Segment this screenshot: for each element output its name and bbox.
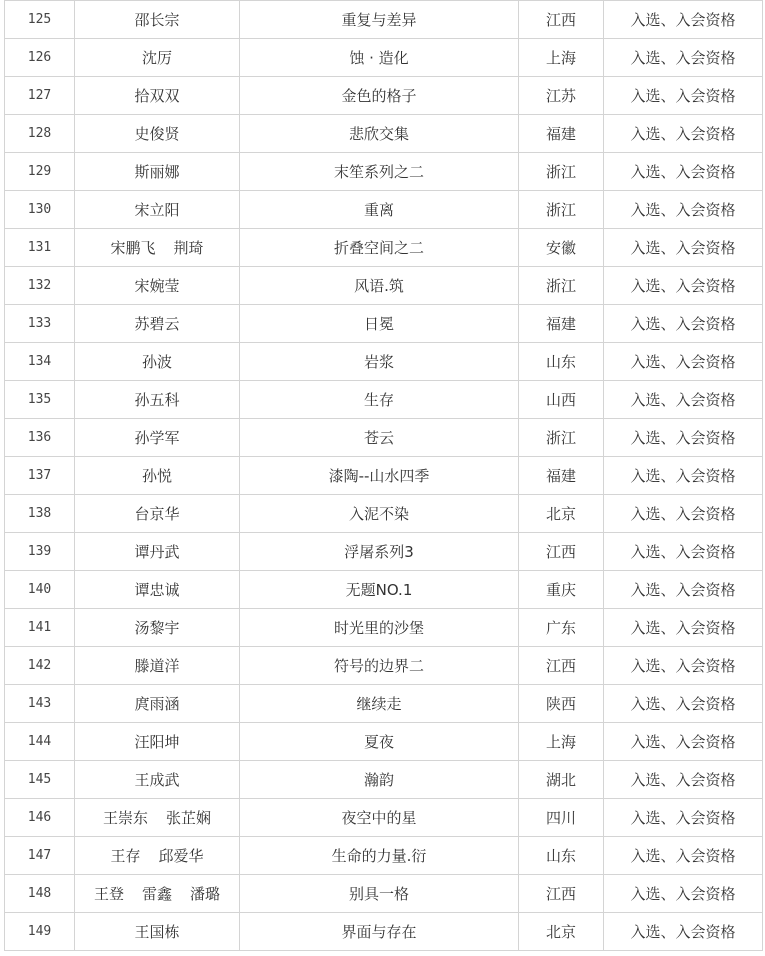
province-cell: 江西 <box>519 875 604 913</box>
table-row <box>5 77 763 115</box>
artist-name: 斯丽娜 <box>134 163 180 181</box>
province-cell: 陕西 <box>519 685 604 723</box>
entry-number-cell: 139 <box>5 533 75 571</box>
artist-name: 邱爱华 <box>158 847 204 865</box>
entry-number-cell: 130 <box>5 191 75 229</box>
artist-names-cell <box>75 457 240 495</box>
table-row <box>5 457 763 495</box>
artist-name: 邵长宗 <box>134 11 180 29</box>
artist-name: 王国栋 <box>134 923 180 941</box>
province-cell: 上海 <box>519 39 604 77</box>
artist-names-cell <box>75 381 240 419</box>
artist-name: 史俊贤 <box>134 125 180 143</box>
result-cell: 入选、入会资格 <box>604 723 763 761</box>
table-row <box>5 39 763 77</box>
artist-name: 沈厉 <box>141 49 172 67</box>
result-cell: 入选、入会资格 <box>604 153 763 191</box>
province-cell: 浙江 <box>519 419 604 457</box>
entry-number-cell: 133 <box>5 305 75 343</box>
artist-name: 孙悦 <box>141 467 172 485</box>
result-cell: 入选、入会资格 <box>604 457 763 495</box>
entry-number-cell: 134 <box>5 343 75 381</box>
artist-name: 滕道洋 <box>134 657 180 675</box>
artist-names-cell <box>75 495 240 533</box>
artist-names-cell <box>75 723 240 761</box>
entry-number-cell: 132 <box>5 267 75 305</box>
artist-name: 谭丹武 <box>134 543 180 561</box>
artist-name: 孙学军 <box>134 429 180 447</box>
results-table <box>4 0 763 951</box>
province-cell: 北京 <box>519 495 604 533</box>
artwork-title-cell: 生命的力量.衍 <box>240 837 519 875</box>
artist-name: 雷鑫 <box>141 885 172 903</box>
artwork-title-cell: 漆陶--山水四季 <box>240 457 519 495</box>
artist-name: 宋婉莹 <box>134 277 180 295</box>
province-cell: 江西 <box>519 533 604 571</box>
table-row <box>5 609 763 647</box>
artwork-title-cell: 风语.筑 <box>240 267 519 305</box>
province-cell: 北京 <box>519 913 604 951</box>
artwork-title-cell: 符号的边界二 <box>240 647 519 685</box>
province-cell: 江西 <box>519 1 604 39</box>
entry-number-cell: 125 <box>5 1 75 39</box>
artist-name: 汪阳坤 <box>134 733 180 751</box>
artwork-title-cell: 夏夜 <box>240 723 519 761</box>
table-body <box>5 1 763 951</box>
artwork-title-cell: 悲欣交集 <box>240 115 519 153</box>
result-cell: 入选、入会资格 <box>604 1 763 39</box>
table-row <box>5 761 763 799</box>
artist-name: 拾双双 <box>134 87 180 105</box>
artist-names-cell <box>75 305 240 343</box>
artist-names-cell <box>75 343 240 381</box>
table-row <box>5 647 763 685</box>
entry-number-cell: 149 <box>5 913 75 951</box>
artist-name: 王崇东 <box>102 809 148 827</box>
entry-number-cell: 135 <box>5 381 75 419</box>
artist-names-cell <box>75 761 240 799</box>
result-cell: 入选、入会资格 <box>604 77 763 115</box>
artist-names-cell <box>75 39 240 77</box>
entry-number-cell: 141 <box>5 609 75 647</box>
artist-names-cell <box>75 875 240 913</box>
table-row <box>5 381 763 419</box>
table-row <box>5 267 763 305</box>
artist-name: 王成武 <box>134 771 180 789</box>
table-row <box>5 685 763 723</box>
entry-number-cell: 137 <box>5 457 75 495</box>
table-row <box>5 875 763 913</box>
table-row <box>5 1 763 39</box>
artist-names-cell <box>75 913 240 951</box>
table-row <box>5 419 763 457</box>
table-row <box>5 343 763 381</box>
result-cell: 入选、入会资格 <box>604 343 763 381</box>
artist-name: 汤黎宇 <box>134 619 180 637</box>
entry-number-cell: 126 <box>5 39 75 77</box>
entry-number-cell: 131 <box>5 229 75 267</box>
artist-name: 谭忠诚 <box>134 581 180 599</box>
province-cell: 浙江 <box>519 191 604 229</box>
table-row <box>5 799 763 837</box>
artist-names-cell <box>75 229 240 267</box>
table-row <box>5 191 763 229</box>
table-row <box>5 571 763 609</box>
artwork-title-cell: 岩浆 <box>240 343 519 381</box>
province-cell: 四川 <box>519 799 604 837</box>
entry-number-cell: 146 <box>5 799 75 837</box>
result-cell: 入选、入会资格 <box>604 381 763 419</box>
result-cell: 入选、入会资格 <box>604 571 763 609</box>
table-row <box>5 115 763 153</box>
artwork-title-cell: 重离 <box>240 191 519 229</box>
entry-number-cell: 140 <box>5 571 75 609</box>
province-cell: 山东 <box>519 837 604 875</box>
artist-name: 王登 <box>93 885 124 903</box>
result-cell: 入选、入会资格 <box>604 39 763 77</box>
result-cell: 入选、入会资格 <box>604 913 763 951</box>
result-cell: 入选、入会资格 <box>604 533 763 571</box>
artist-names-cell <box>75 191 240 229</box>
artwork-title-cell: 折叠空间之二 <box>240 229 519 267</box>
artist-names-cell <box>75 571 240 609</box>
artist-name: 台京华 <box>134 505 180 523</box>
artist-name: 王存 <box>110 847 141 865</box>
artwork-title-cell: 苍云 <box>240 419 519 457</box>
artwork-title-cell: 别具一格 <box>240 875 519 913</box>
artist-names-cell <box>75 685 240 723</box>
artist-name: 宋鹏飞 <box>110 239 156 257</box>
entry-number-cell: 138 <box>5 495 75 533</box>
result-cell: 入选、入会资格 <box>604 837 763 875</box>
table-row <box>5 229 763 267</box>
artwork-title-cell: 金色的格子 <box>240 77 519 115</box>
artist-names-cell <box>75 647 240 685</box>
table-row <box>5 153 763 191</box>
artist-names-cell <box>75 609 240 647</box>
province-cell: 山西 <box>519 381 604 419</box>
artist-name: 庹雨涵 <box>134 695 180 713</box>
table-row <box>5 533 763 571</box>
entry-number-cell: 147 <box>5 837 75 875</box>
entry-number-cell: 129 <box>5 153 75 191</box>
artist-name: 孙五科 <box>134 391 180 409</box>
artist-name: 潘璐 <box>190 885 221 903</box>
result-cell: 入选、入会资格 <box>604 495 763 533</box>
result-cell: 入选、入会资格 <box>604 267 763 305</box>
result-cell: 入选、入会资格 <box>604 115 763 153</box>
entry-number-cell: 143 <box>5 685 75 723</box>
result-cell: 入选、入会资格 <box>604 647 763 685</box>
artist-name: 宋立阳 <box>134 201 180 219</box>
table-row <box>5 723 763 761</box>
table-row <box>5 837 763 875</box>
result-cell: 入选、入会资格 <box>604 191 763 229</box>
artwork-title-cell: 生存 <box>240 381 519 419</box>
artist-name: 张芷娴 <box>166 809 212 827</box>
artist-names-cell <box>75 153 240 191</box>
province-cell: 上海 <box>519 723 604 761</box>
artwork-title-cell: 末笙系列之二 <box>240 153 519 191</box>
result-cell: 入选、入会资格 <box>604 229 763 267</box>
artist-names-cell <box>75 799 240 837</box>
table-row <box>5 305 763 343</box>
province-cell: 重庆 <box>519 571 604 609</box>
entry-number-cell: 127 <box>5 77 75 115</box>
table-row <box>5 495 763 533</box>
result-cell: 入选、入会资格 <box>604 685 763 723</box>
artwork-title-cell: 重复与差异 <box>240 1 519 39</box>
province-cell: 福建 <box>519 457 604 495</box>
entry-number-cell: 145 <box>5 761 75 799</box>
province-cell: 福建 <box>519 115 604 153</box>
artist-name: 荆琦 <box>173 239 204 257</box>
artwork-title-cell: 蚀 · 造化 <box>240 39 519 77</box>
artwork-title-cell: 时光里的沙堡 <box>240 609 519 647</box>
artist-names-cell <box>75 533 240 571</box>
artwork-title-cell: 浮屠系列3 <box>240 533 519 571</box>
entry-number-cell: 142 <box>5 647 75 685</box>
province-cell: 江西 <box>519 647 604 685</box>
artwork-title-cell: 夜空中的星 <box>240 799 519 837</box>
province-cell: 广东 <box>519 609 604 647</box>
entry-number-cell: 128 <box>5 115 75 153</box>
entry-number-cell: 144 <box>5 723 75 761</box>
entry-number-cell: 136 <box>5 419 75 457</box>
artwork-title-cell: 继续走 <box>240 685 519 723</box>
artist-names-cell <box>75 837 240 875</box>
artist-name: 苏碧云 <box>134 315 180 333</box>
result-cell: 入选、入会资格 <box>604 761 763 799</box>
result-cell: 入选、入会资格 <box>604 305 763 343</box>
province-cell: 山东 <box>519 343 604 381</box>
artwork-title-cell: 入泥不染 <box>240 495 519 533</box>
artist-names-cell <box>75 115 240 153</box>
province-cell: 江苏 <box>519 77 604 115</box>
artist-names-cell <box>75 77 240 115</box>
artwork-title-cell: 无题NO.1 <box>240 571 519 609</box>
entry-number-cell: 148 <box>5 875 75 913</box>
province-cell: 浙江 <box>519 267 604 305</box>
province-cell: 浙江 <box>519 153 604 191</box>
result-cell: 入选、入会资格 <box>604 799 763 837</box>
artist-names-cell <box>75 267 240 305</box>
province-cell: 安徽 <box>519 229 604 267</box>
artwork-title-cell: 日冕 <box>240 305 519 343</box>
artist-name: 孙波 <box>141 353 172 371</box>
province-cell: 福建 <box>519 305 604 343</box>
result-cell: 入选、入会资格 <box>604 875 763 913</box>
artwork-title-cell: 瀚韵 <box>240 761 519 799</box>
province-cell: 湖北 <box>519 761 604 799</box>
artwork-title-cell: 界面与存在 <box>240 913 519 951</box>
result-cell: 入选、入会资格 <box>604 419 763 457</box>
artist-names-cell <box>75 1 240 39</box>
table-row <box>5 913 763 951</box>
artist-names-cell <box>75 419 240 457</box>
result-cell: 入选、入会资格 <box>604 609 763 647</box>
